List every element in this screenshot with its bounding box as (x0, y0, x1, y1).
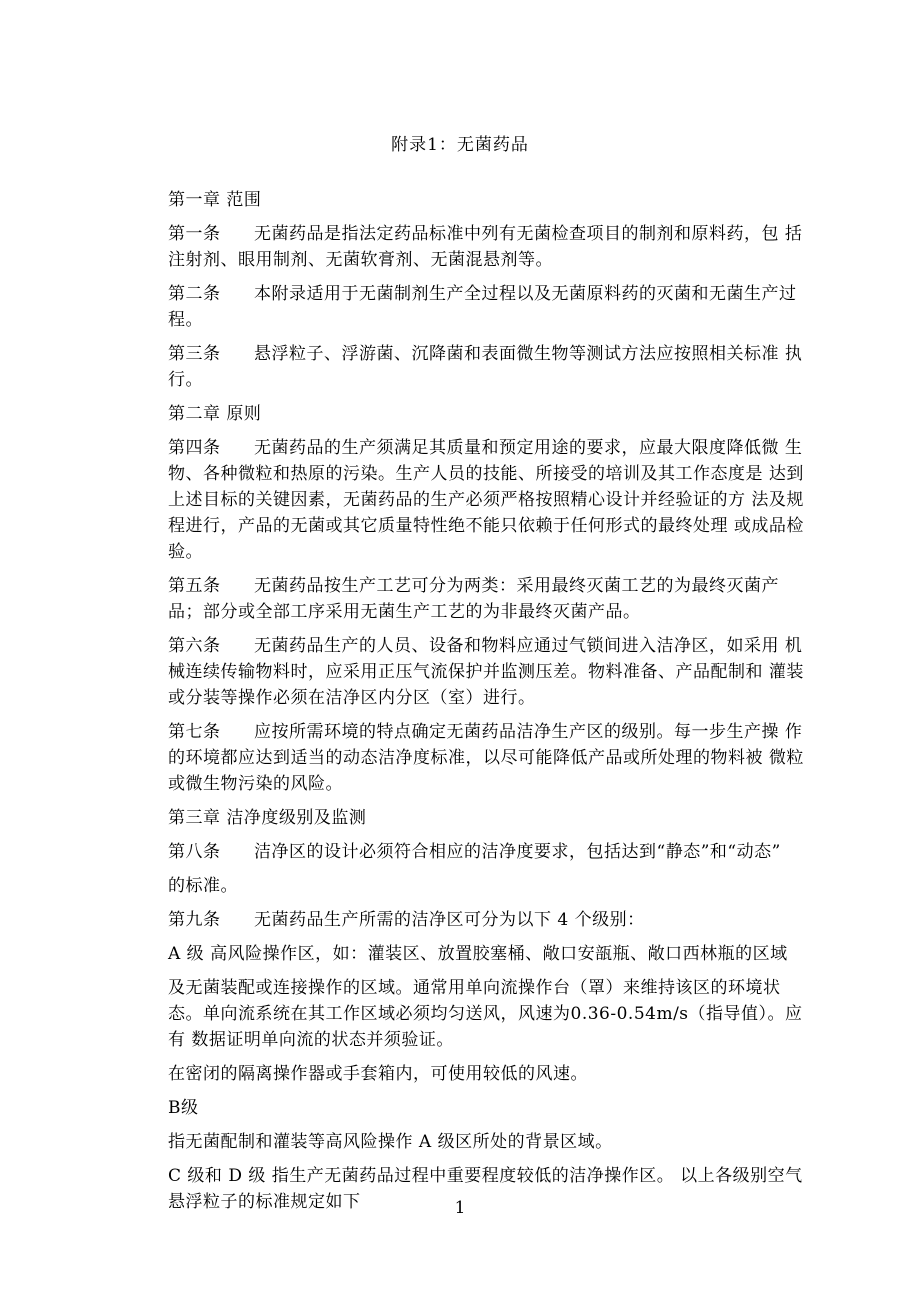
article-paragraph: 第一条 无菌药品是指法定药品标准中列有无菌检查项目的制剂和原料药，包 括注射剂、眼用制剂、无菌软膏剂、无菌混悬剂等。 (168, 224, 803, 270)
page-number: 1 (454, 1198, 466, 1218)
document-title: 附录1：无菌药品 (391, 135, 529, 155)
article-paragraph: 第九条 无菌药品生产所需的洁净区可分为以下 4 个级别： (168, 910, 645, 930)
article-paragraph: 第四条 无菌药品的生产须满足其质量和预定用途的要求，应最大限度降低微 生物、各种微粒和热原的污染。生产人员的技能、所接受的培训及其工作态度是 达到上述目标的关键因素，无菌药品的生产必须严格按照精心设计并经验证的方 法及规程进行，产品的无菌或其它质量特性绝不能只依赖于任何形式的最终处理 或成品检验。 (168, 438, 804, 562)
chapter-heading: 第三章 洁净度级别及监测 (168, 808, 367, 828)
article-paragraph: 第三条 悬浮粒子、浮游菌、沉降菌和表面微生物等测试方法应按照相关标准 执行。 (168, 344, 803, 390)
text-paragraph: 及无菌装配或连接操作的区域。通常用单向流操作台（罩）来维持该区的环境状 态。单向流系统在其工作区域必须均匀送风，风速为0.36-0.54m/s（指导值）。应有 数据证明单向流的状态并须验证。 (168, 978, 803, 1050)
article-paragraph: 第八条 洁净区的设计必须符合相应的洁净度要求，包括达到“静态”和“动态” (168, 842, 781, 862)
article-paragraph: 第五条 无菌药品按生产工艺可分为两类：采用最终灭菌工艺的为最终灭菌产 品；部分或全部工序采用无菌生产工艺的为非最终灭菌产品。 (168, 576, 779, 622)
text-paragraph: B级 (168, 1098, 199, 1118)
chapter-heading: 第一章 范围 (168, 190, 262, 210)
text-paragraph: 指无菌配制和灌装等高风险操作 A 级区所处的背景区域。 (168, 1132, 613, 1152)
text-paragraph: A 级 高风险操作区，如：灌装区、放置胶塞桶、敞口安瓿瓶、敞口西林瓶的区域 (168, 944, 788, 964)
document-body (168, 187, 804, 1223)
text-paragraph: 的标准。 (168, 876, 238, 896)
article-paragraph: 第六条 无菌药品生产的人员、设备和物料应通过气锁间进入洁净区，如采用 机械连续传输物料时，应采用正压气流保护并监测压差。物料准备、产品配制和 灌装或分装等操作必须在洁净区内分区（室）进行。 (168, 636, 804, 708)
article-paragraph: 第二条 本附录适用于无菌制剂生产全过程以及无菌原料药的灭菌和无菌生产过程。 (168, 284, 797, 330)
text-paragraph: C 级和 D 级 指生产无菌药品过程中重要程度较低的洁净操作区。 以上各级别空气悬浮粒子的标准规定如下 (168, 1166, 803, 1212)
text-paragraph: 在密闭的隔离操作器或手套箱内，可使用较低的风速。 (168, 1064, 588, 1084)
article-paragraph: 第七条 应按所需环境的特点确定无菌药品洁净生产区的级别。每一步生产操 作的环境都应达到适当的动态洁净度标准，以尽可能降低产品或所处理的物料被 微粒或微生物污染的风险。 (168, 722, 804, 794)
chapter-heading: 第二章 原则 (168, 404, 262, 424)
